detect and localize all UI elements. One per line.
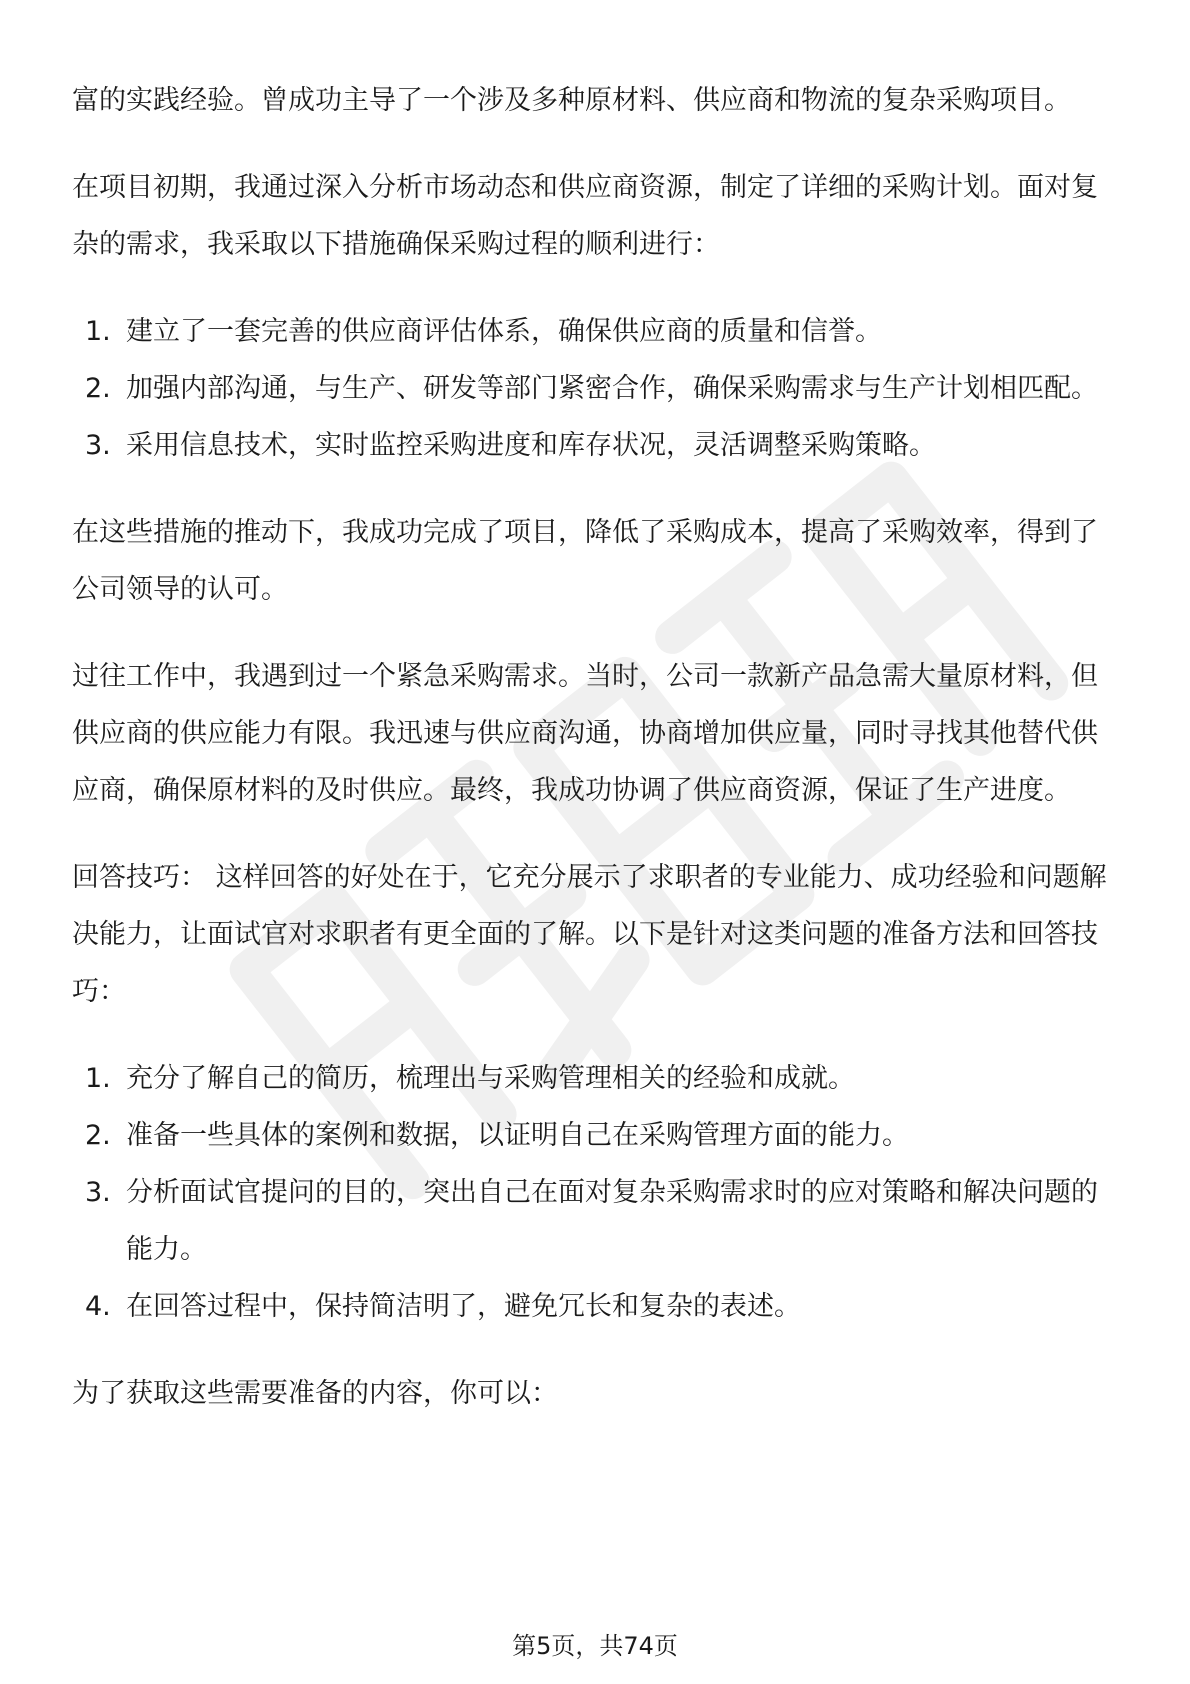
list-text: 在回答过程中，保持简洁明了，避免冗长和复杂的表述。 xyxy=(126,1291,801,1322)
document-body xyxy=(72,72,1122,1422)
list-text: 采用信息技术，实时监控采购进度和库存状况，灵活调整采购策略。 xyxy=(126,430,936,461)
paragraph-closing: 为了获取这些需要准备的内容，你可以： xyxy=(72,1378,558,1409)
list-item xyxy=(72,1164,1122,1278)
list-number: 1. xyxy=(85,316,111,347)
list-number: 3. xyxy=(85,430,111,461)
list-item xyxy=(72,303,1122,360)
list-item xyxy=(72,1107,1122,1164)
list-number: 2. xyxy=(85,373,111,404)
paragraph-urgent-case: 过往工作中，我遇到过一个紧急采购需求。当时，公司一款新产品急需大量原材料，但供应商的供应能力有限。我迅速与供应商沟通，协商增加供应量，同时寻找其他替代供应商，确保原材料的及时供应。最终，我成功协调了供应商资源，保证了生产进度。 xyxy=(72,661,1098,806)
paragraph-result: 在这些措施的推动下，我成功完成了项目，降低了采购成本，提高了采购效率，得到了公司领导的认可。 xyxy=(72,517,1098,605)
list-number: 3. xyxy=(85,1177,111,1208)
paragraph-intro: 富的实践经验。曾成功主导了一个涉及多种原材料、供应商和物流的复杂采购项目。 xyxy=(72,85,1071,116)
list-item xyxy=(72,417,1122,474)
measures-list xyxy=(72,303,1122,474)
page-number: 第5页，共74页 xyxy=(512,1632,678,1660)
paragraph-project-start: 在项目初期，我通过深入分析市场动态和供应商资源，制定了详细的采购计划。面对复杂的需求，我采取以下措施确保采购过程的顺利进行： xyxy=(72,172,1098,260)
list-text: 准备一些具体的案例和数据，以证明自己在采购管理方面的能力。 xyxy=(126,1120,909,1151)
list-item xyxy=(72,1050,1122,1107)
list-text: 建立了一套完善的供应商评估体系，确保供应商的质量和信誉。 xyxy=(126,316,882,347)
list-text: 充分了解自己的简历，梳理出与采购管理相关的经验和成就。 xyxy=(126,1063,855,1094)
list-item xyxy=(72,1278,1122,1335)
list-number: 4. xyxy=(85,1291,111,1322)
list-text: 分析面试官提问的目的，突出自己在面对复杂采购需求时的应对策略和解决问题的能力。 xyxy=(126,1177,1098,1265)
list-text: 加强内部沟通，与生产、研发等部门紧密合作，确保采购需求与生产计划相匹配。 xyxy=(126,373,1098,404)
list-number: 1. xyxy=(85,1063,111,1094)
list-number: 2. xyxy=(85,1120,111,1151)
tips-list xyxy=(72,1050,1122,1335)
paragraph-answer-tips: 回答技巧： 这样回答的好处在于，它充分展示了求职者的专业能力、成功经验和问题解决能力，让面试官对求职者有更全面的了解。以下是针对这类问题的准备方法和回答技巧： xyxy=(72,862,1107,1007)
list-item xyxy=(72,360,1122,417)
